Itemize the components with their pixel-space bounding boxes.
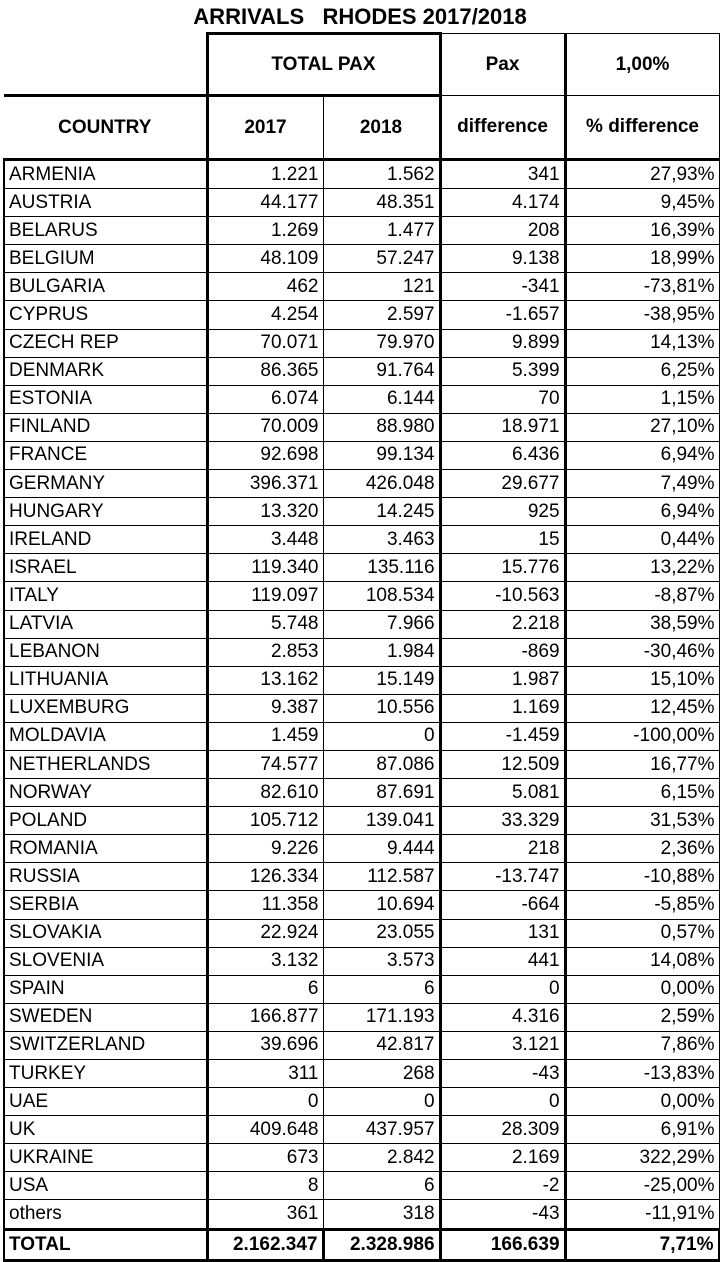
table-row [4, 891, 719, 919]
difference-cell: 2.169 [440, 1144, 565, 1172]
country-cell: SWEDEN [4, 1003, 207, 1031]
pax-2017-cell: 8 [207, 1172, 323, 1200]
country-cell: BELARUS [4, 217, 207, 245]
pct-difference-cell: -38,95% [565, 301, 719, 329]
table-row [4, 610, 719, 638]
table-row [4, 863, 719, 891]
table-row [4, 666, 719, 694]
difference-cell: 218 [440, 835, 565, 863]
country-cell: ARMENIA [4, 160, 207, 189]
pct-difference-cell: -100,00% [565, 722, 719, 750]
pct-difference-cell: 2,36% [565, 835, 719, 863]
pax-2017-cell: 9.387 [207, 694, 323, 722]
difference-cell: 33.329 [440, 807, 565, 835]
pax-2017-cell: 105.712 [207, 807, 323, 835]
pax-2018-cell: 0 [323, 722, 440, 750]
difference-cell: 12.509 [440, 750, 565, 778]
country-cell: NETHERLANDS [4, 750, 207, 778]
table-row [4, 1088, 719, 1116]
pax-2017-cell: 126.334 [207, 863, 323, 891]
pax-2018-cell: 1.477 [323, 217, 440, 245]
table-row [4, 1172, 719, 1200]
pct-difference-cell: 2,59% [565, 1003, 719, 1031]
pax-2018-cell: 268 [323, 1060, 440, 1088]
country-cell: ITALY [4, 582, 207, 610]
pax-2018-cell: 6 [323, 975, 440, 1003]
pct-difference-cell: 7,86% [565, 1031, 719, 1059]
pax-2018-cell: 48.351 [323, 189, 440, 217]
page-title: ARRIVALS RHODES 2017/2018 [193, 4, 527, 29]
table-row [4, 835, 719, 863]
difference-cell: 15 [440, 526, 565, 554]
table-row [4, 160, 719, 189]
pax-2017-cell: 1.221 [207, 160, 323, 189]
pct-difference-cell: 9,45% [565, 189, 719, 217]
pax-2017-cell: 22.924 [207, 919, 323, 947]
pax-2018-cell: 171.193 [323, 1003, 440, 1031]
difference-cell: -13.747 [440, 863, 565, 891]
pax-2017-cell: 0 [207, 1088, 323, 1116]
country-cell: LATVIA [4, 610, 207, 638]
country-cell: FINLAND [4, 413, 207, 441]
country-cell: SWITZERLAND [4, 1031, 207, 1059]
pax-2017-cell: 11.358 [207, 891, 323, 919]
pct-difference-cell: 6,94% [565, 498, 719, 526]
pax-2017-cell: 48.109 [207, 245, 323, 273]
table-row [4, 301, 719, 329]
table-row [4, 807, 719, 835]
table-row [4, 1031, 719, 1059]
table-row [4, 1200, 719, 1229]
pax-2018-cell: 426.048 [323, 470, 440, 498]
pct-difference-cell: 16,77% [565, 750, 719, 778]
table-row [4, 1060, 719, 1088]
pct-difference-cell: 13,22% [565, 554, 719, 582]
difference-cell: 1.987 [440, 666, 565, 694]
table-row [4, 1003, 719, 1031]
difference-cell: 70 [440, 385, 565, 413]
pax-2017-cell: 70.071 [207, 329, 323, 357]
difference-cell: 925 [440, 498, 565, 526]
pct-difference-cell: 18,99% [565, 245, 719, 273]
pct-difference-cell: -5,85% [565, 891, 719, 919]
country-cell: NORWAY [4, 779, 207, 807]
country-cell: RUSSIA [4, 863, 207, 891]
difference-cell: 341 [440, 160, 565, 189]
difference-cell: -2 [440, 1172, 565, 1200]
country-cell: UAE [4, 1088, 207, 1116]
table-row [4, 385, 719, 413]
pct-difference-cell: 1,15% [565, 385, 719, 413]
pax-2018-cell: 10.694 [323, 891, 440, 919]
pax-2018-cell: 135.116 [323, 554, 440, 582]
pct-difference-cell: 0,57% [565, 919, 719, 947]
difference-cell: 1.169 [440, 694, 565, 722]
header-blank-cell [4, 34, 207, 96]
table-row [4, 273, 719, 301]
pax-2017-cell: 1.269 [207, 217, 323, 245]
country-cell: LEBANON [4, 638, 207, 666]
difference-cell: 0 [440, 1088, 565, 1116]
difference-cell: 6.436 [440, 441, 565, 469]
difference-cell: 28.309 [440, 1116, 565, 1144]
country-cell: BULGARIA [4, 273, 207, 301]
pax-2017-cell: 74.577 [207, 750, 323, 778]
pct-difference-header: % difference [565, 96, 719, 160]
pax-2018-cell: 3.463 [323, 526, 440, 554]
pct-difference-cell: -73,81% [565, 273, 719, 301]
pax-2018-cell: 99.134 [323, 441, 440, 469]
country-cell: LITHUANIA [4, 666, 207, 694]
pax-2018-cell: 10.556 [323, 694, 440, 722]
pct-difference-cell: -30,46% [565, 638, 719, 666]
pax-2017-cell: 86.365 [207, 357, 323, 385]
difference-cell: -1.657 [440, 301, 565, 329]
arrivals-table [3, 32, 720, 1262]
total-pct-difference: 7,71% [565, 1229, 719, 1260]
pct-difference-cell: 322,29% [565, 1144, 719, 1172]
pax-2017-cell: 6 [207, 975, 323, 1003]
pax-2018-cell: 79.970 [323, 329, 440, 357]
pax-2018-cell: 1.562 [323, 160, 440, 189]
pax-2017-cell: 119.097 [207, 582, 323, 610]
percent-unit-header: 1,00% [565, 34, 719, 96]
pax-2018-cell: 23.055 [323, 919, 440, 947]
difference-header: difference [440, 96, 565, 160]
pax-2017-cell: 2.853 [207, 638, 323, 666]
difference-cell: 4.316 [440, 1003, 565, 1031]
pax-2018-cell: 2.597 [323, 301, 440, 329]
pax-2017-cell: 5.748 [207, 610, 323, 638]
country-cell: IRELAND [4, 526, 207, 554]
pax-2017-cell: 166.877 [207, 1003, 323, 1031]
country-header: COUNTRY [4, 96, 207, 160]
pct-difference-cell: 15,10% [565, 666, 719, 694]
difference-cell: 15.776 [440, 554, 565, 582]
country-cell: SERBIA [4, 891, 207, 919]
header-row-bottom [4, 96, 719, 160]
pax-2018-cell: 139.041 [323, 807, 440, 835]
country-cell: CYPRUS [4, 301, 207, 329]
country-cell: UKRAINE [4, 1144, 207, 1172]
pax-2017-cell: 396.371 [207, 470, 323, 498]
pct-difference-cell: -10,88% [565, 863, 719, 891]
total-difference: 166.639 [440, 1229, 565, 1260]
pct-difference-cell: 6,91% [565, 1116, 719, 1144]
difference-cell: 9.899 [440, 329, 565, 357]
table-row [4, 1144, 719, 1172]
pct-difference-cell: 27,93% [565, 160, 719, 189]
pax-2018-cell: 9.444 [323, 835, 440, 863]
pax-2018-cell: 57.247 [323, 245, 440, 273]
pax-2017-cell: 311 [207, 1060, 323, 1088]
pax-2017-cell: 409.648 [207, 1116, 323, 1144]
country-cell: AUSTRIA [4, 189, 207, 217]
country-cell: SLOVAKIA [4, 919, 207, 947]
table-row [4, 189, 719, 217]
table-row [4, 498, 719, 526]
total-pax-header: TOTAL PAX [207, 34, 440, 96]
pax-2017-cell: 39.696 [207, 1031, 323, 1059]
country-cell: TURKEY [4, 1060, 207, 1088]
table-body [4, 160, 719, 1261]
pct-difference-cell: 14,13% [565, 329, 719, 357]
country-cell: ISRAEL [4, 554, 207, 582]
pax-2017-cell: 361 [207, 1200, 323, 1229]
difference-cell: 441 [440, 947, 565, 975]
pax-2018-cell: 88.980 [323, 413, 440, 441]
table-row [4, 582, 719, 610]
table-row [4, 245, 719, 273]
difference-cell: -1.459 [440, 722, 565, 750]
table-row [4, 947, 719, 975]
pct-difference-cell: 27,10% [565, 413, 719, 441]
table-row [4, 779, 719, 807]
pax-2018-cell: 91.764 [323, 357, 440, 385]
pax-2018-cell: 15.149 [323, 666, 440, 694]
difference-cell: -664 [440, 891, 565, 919]
total-2018: 2.328.986 [323, 1229, 440, 1260]
country-cell: CZECH REP [4, 329, 207, 357]
difference-cell: -43 [440, 1200, 565, 1229]
pax-2018-cell: 14.245 [323, 498, 440, 526]
table-row [4, 750, 719, 778]
pax-2017-cell: 1.459 [207, 722, 323, 750]
pax-2017-cell: 13.162 [207, 666, 323, 694]
pax-2017-cell: 13.320 [207, 498, 323, 526]
table-row [4, 357, 719, 385]
country-cell: DENMARK [4, 357, 207, 385]
pax-2017-cell: 82.610 [207, 779, 323, 807]
header-row-top [4, 34, 719, 96]
country-cell: GERMANY [4, 470, 207, 498]
difference-cell: 18.971 [440, 413, 565, 441]
difference-cell: -10.563 [440, 582, 565, 610]
pct-difference-cell: 12,45% [565, 694, 719, 722]
difference-cell: 29.677 [440, 470, 565, 498]
pax-2018-cell: 108.534 [323, 582, 440, 610]
difference-cell: 5.081 [440, 779, 565, 807]
pax-2017-cell: 6.074 [207, 385, 323, 413]
difference-cell: 208 [440, 217, 565, 245]
year-2018-header: 2018 [323, 96, 440, 160]
country-cell: LUXEMBURG [4, 694, 207, 722]
table-row [4, 441, 719, 469]
pct-difference-cell: 0,00% [565, 1088, 719, 1116]
total-row [4, 1229, 719, 1260]
country-cell: MOLDAVIA [4, 722, 207, 750]
pax-2018-cell: 1.984 [323, 638, 440, 666]
table-row [4, 217, 719, 245]
pax-2017-cell: 673 [207, 1144, 323, 1172]
pct-difference-cell: 6,15% [565, 779, 719, 807]
country-cell: HUNGARY [4, 498, 207, 526]
pax-2017-cell: 92.698 [207, 441, 323, 469]
pct-difference-cell: -25,00% [565, 1172, 719, 1200]
pax-2018-cell: 42.817 [323, 1031, 440, 1059]
country-cell: ROMANIA [4, 835, 207, 863]
pax-2017-cell: 9.226 [207, 835, 323, 863]
table-row [4, 975, 719, 1003]
total-2017: 2.162.347 [207, 1229, 323, 1260]
pax-2018-cell: 112.587 [323, 863, 440, 891]
year-2017-header: 2017 [207, 96, 323, 160]
table-row [4, 413, 719, 441]
table-row [4, 470, 719, 498]
pct-difference-cell: 6,94% [565, 441, 719, 469]
difference-cell: -869 [440, 638, 565, 666]
pax-2018-cell: 6 [323, 1172, 440, 1200]
pax-2018-cell: 87.691 [323, 779, 440, 807]
difference-cell: -43 [440, 1060, 565, 1088]
country-cell: ESTONIA [4, 385, 207, 413]
pax-2018-cell: 6.144 [323, 385, 440, 413]
pax-2017-cell: 3.448 [207, 526, 323, 554]
table-row [4, 638, 719, 666]
pct-difference-cell: 31,53% [565, 807, 719, 835]
pct-difference-cell: 0,00% [565, 975, 719, 1003]
difference-cell: 5.399 [440, 357, 565, 385]
difference-cell: 4.174 [440, 189, 565, 217]
country-cell: BELGIUM [4, 245, 207, 273]
table-row [4, 526, 719, 554]
pax-2018-cell: 3.573 [323, 947, 440, 975]
pct-difference-cell: -8,87% [565, 582, 719, 610]
table-row [4, 919, 719, 947]
country-cell: USA [4, 1172, 207, 1200]
pax-2017-cell: 44.177 [207, 189, 323, 217]
pct-difference-cell: 16,39% [565, 217, 719, 245]
table-row [4, 329, 719, 357]
table-row [4, 722, 719, 750]
country-cell: others [4, 1200, 207, 1229]
country-cell: SLOVENIA [4, 947, 207, 975]
pct-difference-cell: 0,44% [565, 526, 719, 554]
difference-cell: 0 [440, 975, 565, 1003]
pax-2018-cell: 121 [323, 273, 440, 301]
difference-cell: 131 [440, 919, 565, 947]
table-row [4, 694, 719, 722]
pax-2017-cell: 462 [207, 273, 323, 301]
difference-cell: 3.121 [440, 1031, 565, 1059]
pax-header: Pax [440, 34, 565, 96]
pct-difference-cell: 14,08% [565, 947, 719, 975]
pax-2018-cell: 7.966 [323, 610, 440, 638]
country-cell: SPAIN [4, 975, 207, 1003]
total-label: TOTAL [4, 1229, 207, 1260]
country-cell: FRANCE [4, 441, 207, 469]
country-cell: UK [4, 1116, 207, 1144]
country-cell: POLAND [4, 807, 207, 835]
pct-difference-cell: 6,25% [565, 357, 719, 385]
pax-2017-cell: 70.009 [207, 413, 323, 441]
pax-2018-cell: 2.842 [323, 1144, 440, 1172]
pax-2017-cell: 119.340 [207, 554, 323, 582]
pax-2018-cell: 87.086 [323, 750, 440, 778]
pax-2018-cell: 318 [323, 1200, 440, 1229]
pax-2017-cell: 3.132 [207, 947, 323, 975]
pct-difference-cell: -11,91% [565, 1200, 719, 1229]
pax-2018-cell: 437.957 [323, 1116, 440, 1144]
pct-difference-cell: 38,59% [565, 610, 719, 638]
pax-2017-cell: 4.254 [207, 301, 323, 329]
difference-cell: 9.138 [440, 245, 565, 273]
pax-2018-cell: 0 [323, 1088, 440, 1116]
difference-cell: -341 [440, 273, 565, 301]
table-row [4, 554, 719, 582]
table-row [4, 1116, 719, 1144]
pct-difference-cell: -13,83% [565, 1060, 719, 1088]
pct-difference-cell: 7,49% [565, 470, 719, 498]
difference-cell: 2.218 [440, 610, 565, 638]
